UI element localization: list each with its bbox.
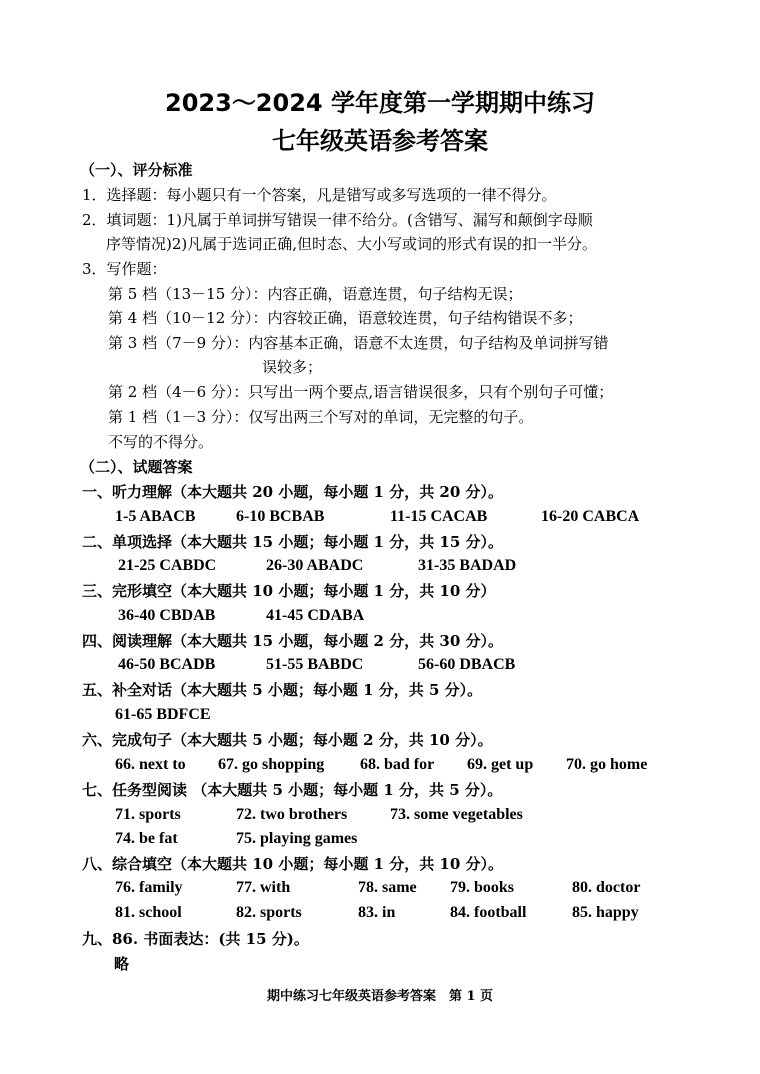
answer-item: 41-45 CDABA: [266, 607, 365, 624]
section-5-title: 五、补全对话（本大题共 5 小题；每小题 1 分，共 5 分）。: [82, 681, 483, 699]
section-6-title: 六、完成句子（本大题共 5 小题；每小题 2 分，共 10 分）。: [82, 731, 493, 749]
writing-tier-2: 第 2 档（4－6 分）：只写出一两个要点,语言错误很多，只有个别句子可懂；: [108, 383, 614, 401]
answer-item: 79. books: [450, 879, 515, 896]
answer-item: 84. football: [450, 904, 527, 921]
answer-item: 71. sports: [115, 806, 181, 823]
answer-item: 66. next to: [115, 756, 186, 773]
scoring-heading: （一）、评分标准: [80, 161, 193, 179]
section-9-title: 九、86. 书面表达：(共 15 分)。: [82, 930, 309, 948]
section-5-answers: [0, 705, 760, 725]
writing-tier-1: 第 1 档（1－3 分）：仅写出两三个写对的单词，无完整的句子。: [108, 408, 534, 426]
scoring-item-2-cont: 序等情况)2)凡属于选词正确,但时态、大小写或词的形式有误的扣一半分。: [106, 235, 598, 253]
answer-item: 80. doctor: [572, 879, 641, 896]
section-8-answers-row-2: [0, 903, 760, 923]
writing-tier-4: 第 4 档（10－12 分）：内容较正确，语意较连贯，句子结构错误不多；: [108, 309, 583, 327]
answer-item: 31-35 BADAD: [418, 557, 517, 574]
section-3-title: 三、完形填空（本大题共 10 小题；每小题 1 分，共 10 分）: [82, 582, 496, 600]
answer-item: 36-40 CBDAB: [118, 607, 216, 624]
section-4-answers: [0, 655, 760, 675]
answer-item: 74. be fat: [115, 830, 178, 847]
answer-item: 21-25 CABDC: [118, 557, 217, 574]
answer-item: 26-30 ABADC: [266, 557, 364, 574]
answer-item: 56-60 DBACB: [418, 656, 516, 673]
section-7-answers-row-2: [0, 829, 760, 849]
answer-item: 61-65 BDFCE: [115, 706, 211, 723]
writing-tier-3-cont: 误较多；: [262, 358, 323, 376]
section-2-answers: [0, 556, 760, 576]
answer-item: 16-20 CABCA: [541, 508, 640, 525]
answer-item: 83. in: [358, 904, 396, 921]
answer-item: 6-10 BCBAB: [236, 508, 325, 525]
section-4-title: 四、阅读理解（本大题共 15 小题，每小题 2 分，共 30 分）。: [82, 632, 504, 650]
answer-item: 75. playing games: [236, 830, 358, 847]
writing-tier-5: 第 5 档（13－15 分）：内容正确，语意连贯，句子结构无误；: [108, 285, 523, 303]
section-3-answers: [0, 606, 760, 626]
answer-item: 85. happy: [572, 904, 639, 921]
answer-item: 68. bad for: [360, 756, 435, 773]
section-2-title: 二、单项选择（本大题共 15 小题；每小题 1 分，共 15 分）。: [82, 533, 504, 551]
section-9-body: 略: [114, 955, 130, 973]
answer-item: 46-50 BCADB: [118, 656, 216, 673]
answer-item: 72. two brothers: [236, 806, 348, 823]
answer-item: 73. some vegetables: [390, 806, 523, 823]
answers-heading: （二）、试题答案: [80, 458, 193, 476]
answer-item: 69. get up: [467, 756, 534, 773]
scoring-item-3: 3．写作题：: [82, 260, 167, 278]
answer-item: 1-5 ABACB: [115, 508, 196, 525]
answer-item: 70. go home: [566, 756, 648, 773]
document-subtitle: 七年级英语参考答案: [272, 127, 488, 155]
answer-item: 67. go shopping: [218, 756, 325, 773]
section-7-answers-row-1: [0, 805, 760, 825]
scoring-item-1: 1．选择题：每小题只有一个答案，凡是错写或多写选项的一律不得分。: [82, 186, 557, 204]
section-1-title: 一、听力理解（本大题共 20 小题，每小题 1 分，共 20 分）。: [82, 483, 504, 501]
answer-item: 81. school: [115, 904, 182, 921]
section-6-answers: [0, 755, 760, 775]
writing-no-score: 不写的不得分。: [108, 433, 214, 451]
document-title: 2023～2024 学年度第一学期期中练习: [165, 89, 595, 117]
section-1-answers: [0, 507, 760, 527]
section-8-answers-row-1: [0, 878, 760, 898]
page-footer: 期中练习七年级英语参考答案 第 1 页: [266, 989, 494, 1004]
scoring-item-2: 2．填词题：1)凡属于单词拼写错误一律不给分。(含错写、漏写和颠倒字母顺: [82, 211, 593, 229]
writing-tier-3: 第 3 档（7－9 分）：内容基本正确，语意不太连贯，句子结构及单词拼写错: [108, 334, 609, 352]
answer-item: 82. sports: [236, 904, 302, 921]
section-7-title: 七、任务型阅读 （本大题共 5 小题；每小题 1 分，共 5 分）。: [82, 781, 503, 799]
answer-item: 11-15 CACAB: [390, 508, 488, 525]
section-8-title: 八、综合填空（本大题共 10 小题；每小题 1 分，共 10 分）。: [82, 855, 504, 873]
answer-item: 77. with: [236, 879, 291, 896]
answer-item: 51-55 BABDC: [266, 656, 364, 673]
answer-item: 78. same: [358, 879, 417, 896]
answer-item: 76. family: [115, 879, 183, 896]
